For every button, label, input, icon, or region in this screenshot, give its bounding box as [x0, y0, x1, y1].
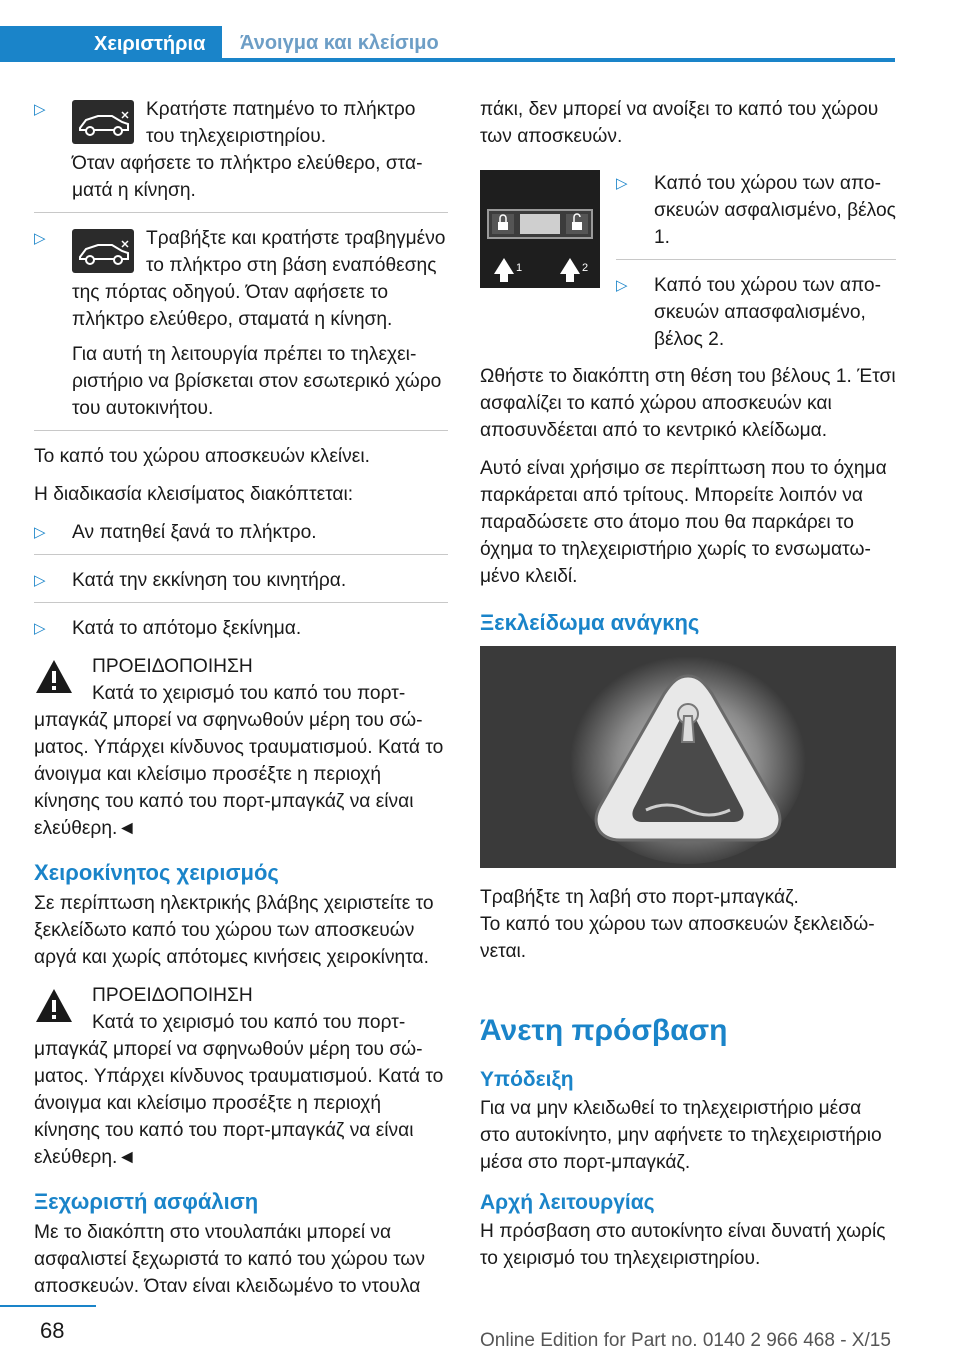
bullet-text: ▷ Τραβήξτε και κρατήστε τραβηγμένο το πλήκτρο στη βάση εναπόθεσης της πόρτας οδηγού. Όταν αφήσετε το πλήκτρο ελεύθερο, σταματά η κίνηση.	[72, 228, 446, 330]
warning-block	[34, 982, 448, 1171]
note-heading: Υπόδειξη	[480, 1068, 574, 1091]
principle-text: Η πρόσβαση στο αυτοκίνητο είναι δυνατή χωρίς το χειρισμό του τηλεχειριστηρίου.	[480, 1221, 886, 1269]
switch-figure-block	[480, 170, 896, 353]
header-tab-controls[interactable]: Χειριστήρια	[0, 26, 222, 62]
header-tab-section[interactable]: Άνοιγμα και κλείσιμο	[222, 26, 895, 62]
manual-heading: Χειροκίνητος χειρισμός	[34, 860, 279, 885]
page-number: 68	[40, 1318, 65, 1343]
comfort-access-heading: Άνετη πρόσβαση	[480, 1014, 728, 1047]
interrupt-item: ▷ Κατά την εκκίνηση του κινητήρα.	[34, 567, 448, 603]
warning-title: ΠΡΟΕΙΔΟΠΟΙΗΣΗ	[92, 656, 253, 677]
emergency-heading: Ξεκλείδωμα ανάγκης	[480, 610, 700, 635]
footer-rule	[0, 1305, 96, 1307]
bullet-note: Όταν αφήσετε το πλήκτρο ελεύθερο, σταματά η κίνηση.	[34, 150, 448, 213]
warning-block	[34, 653, 448, 842]
left-column	[34, 96, 448, 1300]
car-tailgate-icon	[72, 100, 134, 144]
bullet-remote-pull	[34, 225, 448, 333]
continued-text: πάκι, δεν μπορεί να ανοίξει το καπό του χώρου των αποσκευών.	[480, 99, 879, 147]
lock-switch-image	[480, 170, 600, 288]
interrupt-item: ▷ Κατά το απότομο ξεκίνημα.	[34, 615, 448, 642]
pull-text: Τραβήξτε τη λαβή στο πορτ-μπαγκάζ.	[480, 887, 799, 908]
arrow1-item: ▷ Καπό του χώρου των αποσκευών ασφαλισμένο, βέλος 1.	[616, 170, 896, 260]
arrow-label-1: 1	[516, 262, 523, 274]
arrow2-item: ▷ Καπό του χώρου των αποσκευών απασφαλισμένο, βέλος 2.	[616, 272, 896, 353]
warning-icon	[34, 986, 74, 1026]
separate-heading: Ξεχωριστή ασφάλιση	[34, 1189, 259, 1214]
bullet-remote-hold	[34, 96, 448, 150]
principle-heading: Αρχή λειτουργίας	[480, 1191, 655, 1214]
warning-text: Κατά το χειρισμό του καπό του πορτ-μπαγκάζ μπορεί να σφηνωθούν μέρη του σώματος. Υπάρχει κίνδυνος τραυματισμού. Κατά το άνοιγμα και κλείσιμο προσέξτε η περιοχή κίνησης του καπό του πορτ-μπαγκάζ να είναι ελεύθερη.◄	[34, 1012, 444, 1168]
separate-text: Με το διακόπτη στο ντουλαπάκι μπορεί να ασφαλιστεί ξεχωριστά το καπό του χώρου των αποσκευών. Όταν είναι κλειδωμένο το ντουλα	[34, 1222, 425, 1297]
emergency-handle-image	[480, 646, 896, 868]
interrupt-intro: Η διαδικασία κλεισίματος διακόπτεται:	[34, 484, 354, 505]
bullet-note: Για αυτή τη λειτουργία πρέπει το τηλεχειριστήριο να βρίσκεται στον εσωτερικό χώρο του αυτοκινήτου.	[34, 341, 448, 431]
warning-icon	[34, 657, 74, 697]
warning-text: Κατά το χειρισμό του καπό του πορτ-μπαγκάζ μπορεί να σφηνωθούν μέρη του σώματος. Υπάρχει κίνδυνος τραυματισμού. Κατά το άνοιγμα και κλείσιμο προσέξτε η περιοχή κίνησης του καπό του πορτ-μπαγκάζ να είναι ελεύθερη.◄	[34, 683, 444, 839]
note-text: Για να μην κλειδωθεί το τηλεχειριστήριο μέσα στο αυτοκίνητο, μην αφήνετε το τηλεχειριστήριο μέσα στο πορτ-μπαγκάζ.	[480, 1098, 882, 1173]
manual-text: Σε περίπτωση ηλεκτρικής βλάβης χειριστείτε το ξεκλείδωτο καπό του χώρου των αποσκευών αργά και χωρίς απότομες κινήσεις χειροκίνητα.	[34, 893, 434, 968]
bullet-text: ▷ Κρατήστε πατημένο το πλήκτρο του τηλεχειριστηρίου.	[146, 99, 416, 147]
right-column	[480, 96, 896, 1272]
useful-text: Αυτό είναι χρήσιμο σε περίπτωση που το όχημα παρκάρεται από τρίτους. Μπορείτε λοιπόν να παραδώσετε στο άτομο που θα παρκάρει το όχημα το τηλεχειριστήριο χωρίς το ενσωματωμένο κλειδί.	[480, 458, 887, 587]
footer-edition: Online Edition for Part no. 0140 2 966 468 - X/15	[480, 1330, 891, 1351]
car-tailgate-icon	[72, 229, 134, 273]
arrow-label-2: 2	[582, 262, 589, 274]
warning-title: ΠΡΟΕΙΔΟΠΟΙΗΣΗ	[92, 985, 253, 1006]
push-text: Ωθήστε το διακόπτη στη θέση του βέλους 1. Έτσι ασφαλίζει το καπό χώρου αποσκευών και αποσυνδέεται από το κεντρικό κλείδωμα.	[480, 366, 896, 441]
unlocked-text: Το καπό του χώρου των αποσκευών ξεκλειδώνεται.	[480, 914, 875, 962]
interrupt-item: ▷ Αν πατηθεί ξανά το πλήκτρο.	[34, 519, 448, 555]
closes-text: Το καπό του χώρου αποσκευών κλείνει.	[34, 446, 370, 467]
